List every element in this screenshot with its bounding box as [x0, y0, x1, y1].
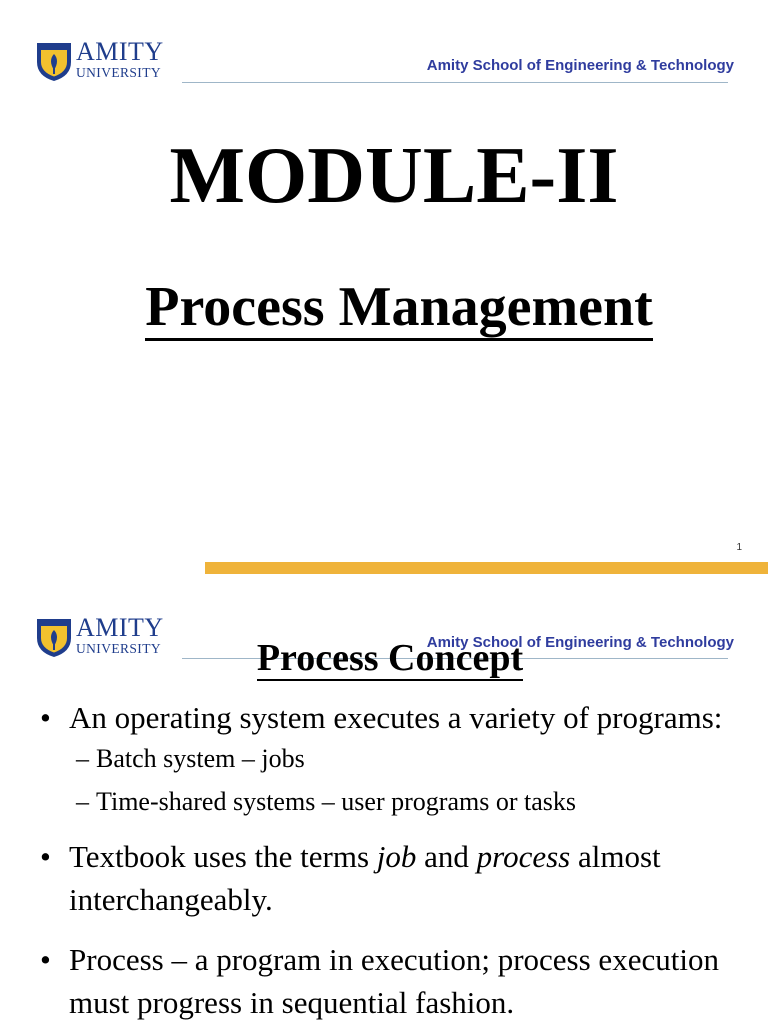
term-process: process — [476, 839, 571, 874]
sub-bullet-text: Batch system – jobs — [96, 744, 305, 773]
logo-word-university: UNIVERSITY — [76, 65, 161, 80]
bullet-text-part: and — [416, 839, 477, 874]
slide-title — [0, 630, 768, 686]
logo-word-amity: AMITY — [76, 613, 164, 642]
bullet-dot-icon: • — [40, 839, 51, 874]
sub-bullet-text: Time-shared systems – user programs or tasks — [96, 787, 576, 816]
slide-title-text: Process Concept — [256, 637, 524, 679]
header-divider — [182, 82, 728, 83]
sub-bullet-item — [40, 742, 760, 776]
school-name: Amity School of Engineering & Technology — [426, 57, 734, 74]
bullet-text-part: Textbook uses the terms — [69, 839, 377, 874]
footer-accent-bar — [205, 562, 768, 574]
bullet-item — [40, 835, 760, 921]
dash-icon: – — [76, 787, 89, 816]
module-subtitle-text: Process Management — [145, 276, 653, 341]
slide-2 — [0, 578, 768, 1024]
bullet-dot-icon: • — [40, 700, 51, 735]
sub-bullet-item — [40, 785, 760, 819]
amity-logo — [36, 37, 176, 84]
module-subtitle — [0, 272, 768, 342]
bullet-list — [40, 696, 760, 1024]
bullet-item — [40, 938, 760, 1024]
amity-shield-icon — [36, 40, 72, 82]
bullet-text: Process – a program in execution; process execution must progress in sequential fashion. — [69, 942, 719, 1020]
logo-word-amity: AMITY — [76, 37, 164, 66]
bullet-text: An operating system executes a variety of programs: — [69, 700, 723, 735]
dash-icon: – — [76, 744, 89, 773]
bullet-dot-icon: • — [40, 942, 51, 977]
page-number: 1 — [736, 542, 742, 553]
module-title: MODULE-II — [169, 132, 619, 220]
bullet-item — [40, 696, 760, 739]
term-job: job — [376, 839, 417, 874]
school-name: Amity School of Engineering & Technology — [426, 634, 734, 651]
bullet-text-part: almost interchangeably. — [69, 839, 661, 917]
logo-word-university: UNIVERSITY — [76, 641, 161, 656]
